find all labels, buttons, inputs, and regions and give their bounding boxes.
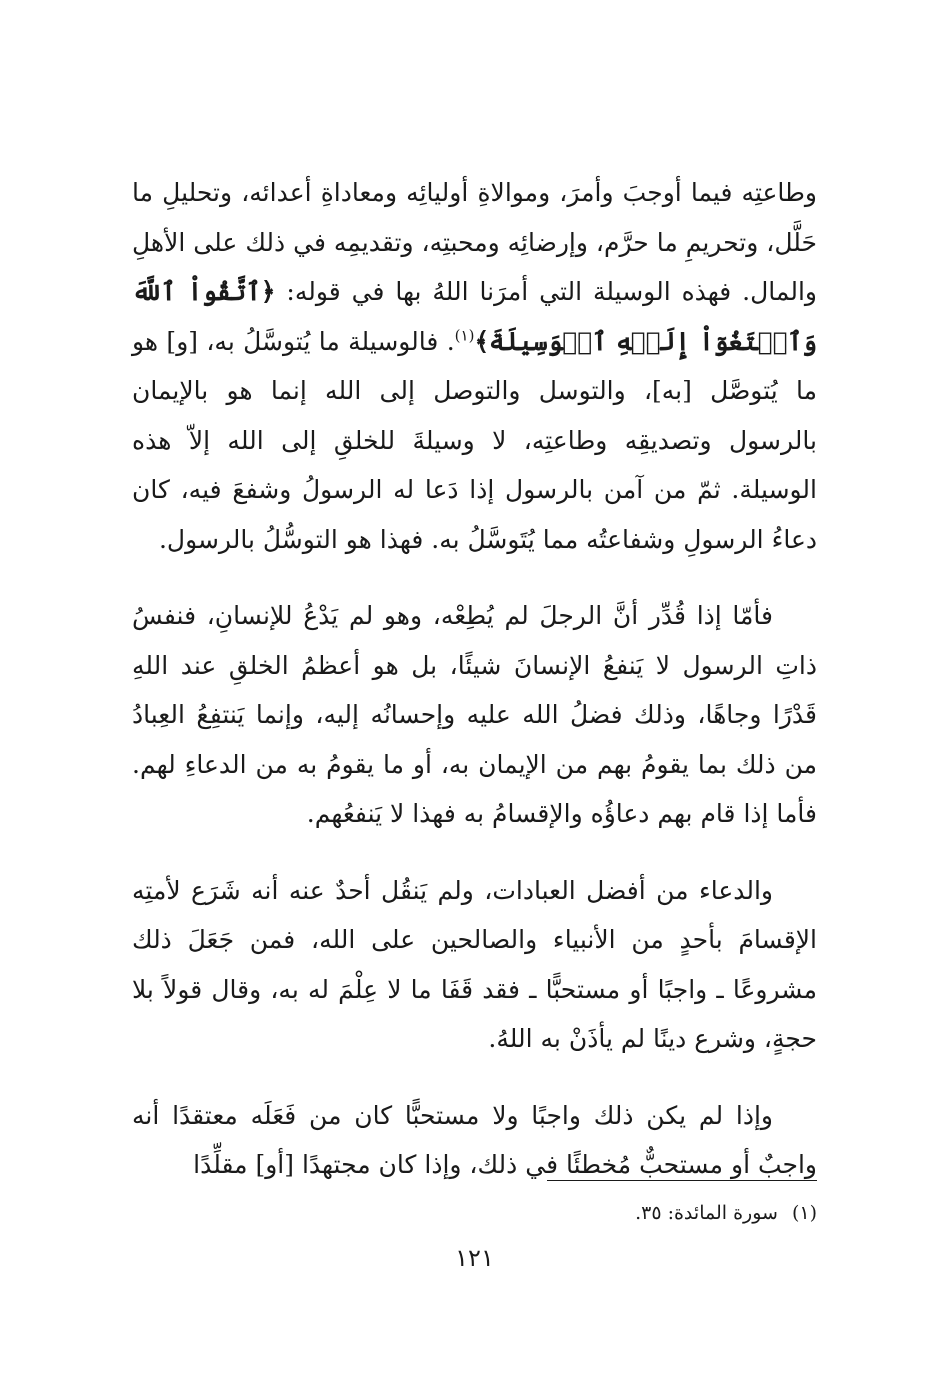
text-segment: وطاعتِه فيما أوجبَ وأمرَ، وموالاةِ أوليائِه ومعاداةِ أعدائه، وتحليلِ ما حَلَّل، وتحريمِ ما حرَّم، وإرضائِه ومحبتِه، وتقديمِه في ذلك على الأهلِ والمال. فهذه الوسيلة التي أمرَنا اللهُ بها في قوله: (132, 178, 817, 306)
main-text (132, 168, 817, 1190)
page-number: ١٢١ (455, 1244, 494, 1272)
paragraph-1 (132, 168, 817, 564)
footnote-reference[interactable]: (١) (454, 326, 475, 345)
text-segment: وإذا لم يكن ذلك واجبًا ولا مستحبًّا كان من فَعَلَه معتقدًا أنه واجبٌ أو مستحبٌّ مُخطئًا في ذلك، وإذا كان مجتهدًا [أو] مقلِّدًا (132, 1100, 817, 1179)
text-segment: . فالوسيلة ما يُتوسَّلُ به، [و] هو ما يُتوصَّل [به]، والتوسل والتوصل إلى الله إنما هو بالإيمان بالرسول وتصديقِه وطاعتِه، لا وسيلةَ للخلقِ إلى الله إلاّ هذه الوسيلة. ثمّ من آمن بالرسول إذا دَعا له الرسولُ وشفعَ فيه، كان دعاءُ الرسولِ وشفاعتُه مما يُتَوسَّلُ به. فهذا هو التوسُّلُ بالرسول. (132, 326, 817, 554)
paragraph-4 (132, 1091, 817, 1190)
footnote-number: (١) (791, 1202, 817, 1224)
footnote (635, 1198, 817, 1228)
paragraph-3 (132, 866, 817, 1064)
quran-verse: ﴿ٱتَّقُواْ ٱللَّهَ وَٱبۡتَغُوٓاْ إِلَيۡهِ ٱلۡوَسِيلَةَ﴾ (132, 277, 818, 356)
paragraph-2 (132, 591, 817, 839)
text-segment: فأمّا إذا قُدِّر أنَّ الرجلَ لم يُطِعْه، وهو لم يَدْعُ للإنسانِ، فنفسُ ذاتِ الرسول لا يَنفعُ الإنسانَ شيئًا، بل هو أعظمُ الخلقِ عند اللهِ قَدْرًا وجاهًا، وذلك فضلُ الله عليه وإحسانُه إليه، وإنما يَنتفِعُ العِبادُ من ذلك بما يقومُ بهم من الإيمان به، أو ما يقومُ به من الدعاءِ لهم. فأما إذا قام بهم دعاؤُه والإقسامُ به فهذا لا يَنفعُهم. (132, 601, 817, 828)
footnote-text: سورة المائدة: ٣٥. (635, 1202, 778, 1224)
text-segment: والدعاء من أفضل العبادات، ولم يَنقُل أحدٌ عنه أنه شَرَع لأمتِه الإقسامَ بأحدٍ من الأنبياء والصالحين على الله، فمن جَعَلَ ذلك مشروعًا ـ واجبًا أو مستحبًّا ـ فقد قَفَا ما لا عِلْمَ له به، وقال قولاً بلا حجةٍ، وشرع دينًا لم يأذَنْ به اللهُ. (132, 875, 817, 1053)
footnote-divider (547, 1180, 817, 1181)
